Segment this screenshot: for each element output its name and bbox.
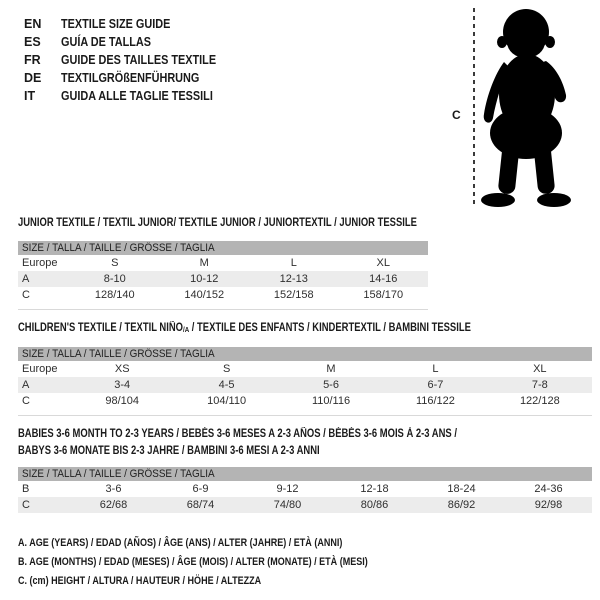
title-text-part: CHILDREN'S TEXTILE / TEXTIL NIÑO bbox=[18, 322, 184, 334]
baby-silhouette-icon bbox=[478, 2, 598, 212]
language-label: TEXTILGRÖßENFÜHRUNG bbox=[61, 71, 200, 85]
table-row bbox=[18, 393, 592, 409]
size-cell: S bbox=[222, 363, 231, 375]
value-cell: 98/104 bbox=[105, 395, 140, 407]
size-cell: XL bbox=[533, 363, 547, 375]
title-text bbox=[18, 321, 471, 337]
footnote-text: A. AGE (YEARS) / EDAD (AÑOS) / ÂGE (ANS) / ALTER (JAHRE) / ETÀ (ANNI) bbox=[18, 537, 343, 549]
size-cell: M bbox=[326, 363, 336, 375]
size-header-text: SIZE / TALLA / TAILLE / GRÖSSE / TAGLIA bbox=[22, 348, 215, 360]
value-cell: 116/122 bbox=[415, 395, 455, 407]
footnotes bbox=[18, 534, 445, 591]
value-cell: 6-7 bbox=[427, 379, 444, 391]
table-row bbox=[18, 361, 592, 377]
table-row bbox=[18, 497, 592, 513]
value-cell: 92/98 bbox=[534, 499, 563, 511]
size-cell: XL bbox=[376, 257, 390, 269]
footnote-text: B. AGE (MONTHS) / EDAD (MESES) / ÂGE (MOIS) / ALTER (MONATE) / ETÀ (MESI) bbox=[18, 556, 368, 568]
value-cell: 9-12 bbox=[276, 483, 299, 495]
babies-section-title-line2 bbox=[18, 444, 386, 458]
title-text: JUNIOR TEXTILE / TEXTIL JUNIOR/ TEXTILE JUNIOR / JUNIORTEXTIL / JUNIOR TESSILE bbox=[18, 217, 417, 229]
value-cell: 12-13 bbox=[279, 273, 308, 285]
value-cell: 110/116 bbox=[311, 395, 351, 407]
language-code: IT bbox=[24, 89, 36, 103]
value-cell: 3-4 bbox=[114, 379, 131, 391]
language-code: DE bbox=[24, 71, 42, 85]
language-label: GUIDA ALLE TAGLIE TESSILI bbox=[61, 89, 213, 103]
language-label: TEXTILE SIZE GUIDE bbox=[61, 17, 171, 31]
row-label: Europe bbox=[22, 363, 58, 375]
size-cell: XS bbox=[114, 363, 130, 375]
title-text: BABIES 3-6 MONTH TO 2-3 YEARS / BEBÉS 3-6 MESES A 2-3 AÑOS / BÉBÉS 3-6 MOIS À 2-3 ANS / bbox=[18, 428, 457, 440]
value-cell: 24-36 bbox=[534, 483, 563, 495]
value-cell: 104/110 bbox=[207, 395, 247, 407]
language-row bbox=[24, 15, 239, 33]
row-label: B bbox=[22, 483, 30, 495]
value-cell: 12-18 bbox=[360, 483, 389, 495]
value-cell: 122/128 bbox=[519, 395, 560, 407]
row-label: Europe bbox=[22, 257, 58, 269]
language-row bbox=[24, 69, 239, 87]
table-row bbox=[18, 255, 428, 271]
size-header-bar bbox=[18, 347, 592, 361]
size-cell: M bbox=[199, 257, 209, 269]
language-label: GUÍA DE TALLAS bbox=[61, 35, 152, 49]
size-header-text: SIZE / TALLA / TAILLE / GRÖSSE / TAGLIA bbox=[22, 242, 215, 254]
junior-section-title bbox=[18, 216, 504, 230]
value-cell: 18-24 bbox=[447, 483, 476, 495]
size-header-text: SIZE / TALLA / TAILLE / GRÖSSE / TAGLIA bbox=[22, 468, 215, 480]
language-row bbox=[24, 51, 239, 69]
children-section-title bbox=[18, 321, 570, 337]
value-cell: 8-10 bbox=[103, 273, 126, 285]
footnote-c bbox=[18, 572, 445, 591]
table-row bbox=[18, 377, 592, 393]
value-cell: 128/140 bbox=[94, 289, 135, 301]
value-cell: 140/152 bbox=[184, 289, 225, 301]
babies-size-table bbox=[18, 467, 592, 513]
value-cell: 158/170 bbox=[363, 289, 404, 301]
row-label: A bbox=[22, 379, 30, 391]
size-header-bar bbox=[18, 467, 592, 481]
height-measure-label: C bbox=[452, 108, 461, 122]
value-cell: 5-6 bbox=[323, 379, 339, 391]
babies-section-title-line1 bbox=[18, 427, 553, 441]
size-cell: S bbox=[111, 257, 119, 269]
row-label: C bbox=[22, 289, 30, 301]
row-label: C bbox=[22, 395, 30, 407]
value-cell: 3-6 bbox=[105, 483, 122, 495]
title-text: BABYS 3-6 MONATE BIS 2-3 JAHRE / BAMBINI 3-6 MESI A 2-3 ANNI bbox=[18, 445, 320, 457]
value-cell: 80/86 bbox=[360, 499, 389, 511]
value-cell: 10-12 bbox=[190, 273, 219, 285]
value-cell: 152/158 bbox=[273, 289, 314, 301]
baby-silhouette-shape bbox=[481, 9, 571, 207]
table-row bbox=[18, 287, 428, 303]
language-code: EN bbox=[24, 17, 42, 31]
footnote-a bbox=[18, 534, 445, 553]
size-cell: L bbox=[432, 363, 439, 375]
size-cell: L bbox=[290, 257, 297, 269]
children-size-table bbox=[18, 347, 592, 416]
value-cell: 7-8 bbox=[531, 379, 548, 391]
title-text-part: / TEXTILE DES ENFANTS / KINDERTEXTIL / BAMBINI TESSILE bbox=[189, 322, 471, 334]
language-row bbox=[24, 87, 239, 105]
footnote-b bbox=[18, 553, 445, 572]
value-cell: 6-9 bbox=[192, 483, 209, 495]
value-cell: 62/68 bbox=[99, 499, 128, 511]
junior-size-table bbox=[18, 241, 428, 310]
language-label: GUIDE DES TAILLES TEXTILE bbox=[61, 53, 217, 67]
value-cell: 4-5 bbox=[218, 379, 235, 391]
row-label: C bbox=[22, 499, 30, 511]
language-code: ES bbox=[24, 35, 41, 49]
language-code: FR bbox=[24, 53, 41, 67]
value-cell: 14-16 bbox=[369, 273, 398, 285]
language-row bbox=[24, 33, 239, 51]
row-label: A bbox=[22, 273, 30, 285]
value-cell: 86/92 bbox=[447, 499, 476, 511]
title-text-part: /A bbox=[183, 325, 190, 334]
height-measure-dashed-line bbox=[473, 8, 475, 208]
table-row bbox=[18, 271, 428, 287]
footnote-text: C. (cm) HEIGHT / ALTURA / HAUTEUR / HÖHE / ALTEZZA bbox=[18, 575, 262, 587]
value-cell: 74/80 bbox=[273, 499, 302, 511]
table-row bbox=[18, 481, 592, 497]
language-list bbox=[24, 15, 239, 105]
size-header-bar bbox=[18, 241, 428, 255]
value-cell: 68/74 bbox=[186, 499, 215, 511]
